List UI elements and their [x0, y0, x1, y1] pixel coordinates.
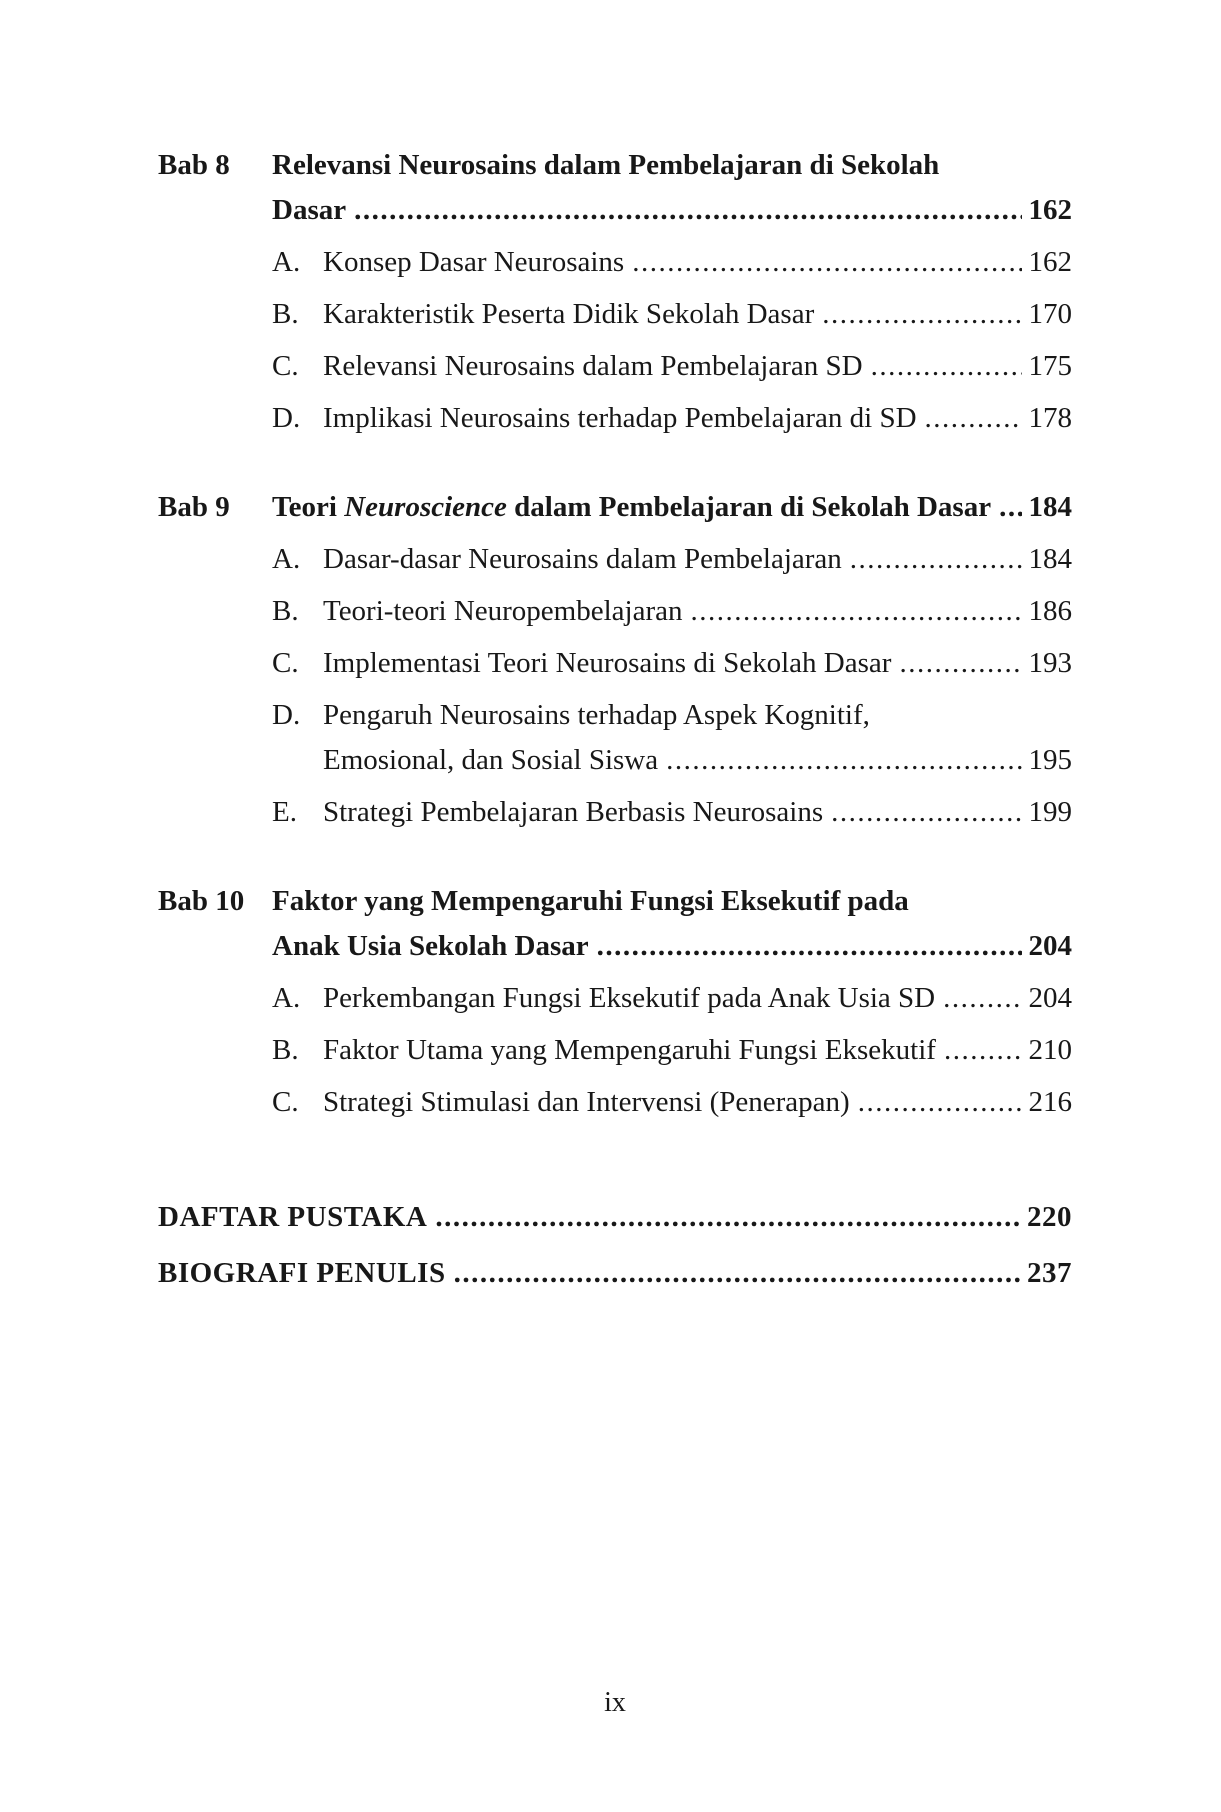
item-text: Perkembangan Fungsi Eksekutif pada Anak Usia SD: [323, 982, 936, 1014]
page-ref: 184: [1028, 543, 1072, 575]
dot-leader: [925, 396, 1022, 441]
item-line: [323, 589, 1072, 634]
dot-leader: [943, 976, 1021, 1021]
chapter-title-text: dalam Pembelajaran di Sekolah Dasar: [506, 491, 992, 523]
toc-item: [158, 396, 1072, 441]
page-ref: 199: [1028, 796, 1072, 828]
dot-leader: [999, 485, 1021, 530]
toc-item: [158, 292, 1072, 337]
chapter-title: [272, 485, 1072, 530]
item-letter: D.: [272, 699, 301, 731]
item-text: Strategi Pembelajaran Berbasis Neurosains: [323, 796, 824, 828]
page-ref: 220: [1027, 1201, 1072, 1233]
item-lines: [323, 693, 1072, 783]
item-text: Implementasi Teori Neurosains di Sekolah Dasar: [323, 647, 892, 679]
toc-chapter: [158, 485, 1072, 835]
toc-item: [158, 240, 1072, 285]
toc: [158, 143, 1072, 1296]
backmatter-entry: [158, 1251, 1072, 1296]
chapter-items: [158, 976, 1072, 1125]
toc-item: [158, 589, 1072, 634]
item-text: Dasar-dasar Neurosains dalam Pembelajaran: [323, 543, 842, 575]
item-letter: E.: [272, 796, 297, 828]
toc-item: [158, 1080, 1072, 1125]
item-lines: [323, 292, 1072, 337]
item-lines: [323, 396, 1072, 441]
chapter-title-line: [272, 188, 1072, 233]
item-line: [323, 537, 1072, 582]
item-text: Teori-teori Neuropembelajaran: [323, 595, 683, 627]
page-ref: 210: [1028, 1034, 1072, 1066]
dot-leader: [690, 589, 1021, 634]
item-lines: [323, 344, 1072, 389]
toc-item: [158, 641, 1072, 686]
page-ref: 162: [1028, 246, 1072, 278]
toc-chapter: [158, 143, 1072, 441]
item-letter: C.: [272, 1086, 299, 1118]
chapter-title-text: Neuroscience: [344, 491, 507, 523]
item-text: Emosional, dan Sosial Siswa: [323, 744, 659, 776]
item-text: Relevansi Neurosains dalam Pembelajaran SD: [323, 350, 863, 382]
dot-leader: [944, 1028, 1022, 1073]
item-lines: [323, 537, 1072, 582]
dot-leader: [822, 292, 1021, 337]
back-matter: [158, 1195, 1072, 1296]
chapter-title-line: [272, 924, 1072, 969]
page-ref: 162: [1028, 194, 1072, 226]
item-letter: A.: [272, 982, 301, 1014]
page-ref: 170: [1028, 298, 1072, 330]
page-ref: 204: [1028, 930, 1072, 962]
chapter-label: Bab 9: [158, 491, 230, 523]
item-line: [323, 641, 1072, 686]
page-ref: 195: [1028, 744, 1072, 776]
page-ref: 186: [1028, 595, 1072, 627]
dot-leader: [632, 240, 1021, 285]
item-line: [323, 240, 1072, 285]
toc-item: [158, 693, 1072, 783]
item-lines: [323, 976, 1072, 1021]
toc-item: [158, 1028, 1072, 1073]
item-line: [323, 738, 1072, 783]
item-lines: [323, 1028, 1072, 1073]
backmatter-entry: [158, 1195, 1072, 1240]
item-line: [323, 292, 1072, 337]
chapter-label: Bab 8: [158, 149, 230, 181]
item-line: [323, 1080, 1072, 1125]
dot-leader: [666, 738, 1021, 783]
item-letter: C.: [272, 647, 299, 679]
item-letter: B.: [272, 1034, 299, 1066]
page-ref: 193: [1028, 647, 1072, 679]
item-line: [323, 344, 1072, 389]
item-text: Karakteristik Peserta Didik Sekolah Dasar: [323, 298, 815, 330]
item-lines: [323, 589, 1072, 634]
dot-leader: [858, 1080, 1022, 1125]
dot-leader: [354, 188, 1021, 233]
chapter-title-line: [272, 485, 1072, 530]
chapter-title: [272, 143, 1072, 233]
item-letter: A.: [272, 543, 301, 575]
item-line: [323, 976, 1072, 1021]
item-line: [323, 693, 1072, 738]
page-number: ix: [604, 1687, 626, 1718]
item-lines: [323, 641, 1072, 686]
item-text: Implikasi Neurosains terhadap Pembelajaran di SD: [323, 402, 917, 434]
toc-item: [158, 790, 1072, 835]
item-line: [323, 790, 1072, 835]
page-ref: 184: [1028, 491, 1072, 523]
item-lines: [323, 790, 1072, 835]
chapter-title-text: Faktor yang Mempengaruhi Fungsi Eksekutif pada: [272, 885, 909, 917]
chapter-title-text: Dasar: [272, 194, 347, 226]
toc-chapter: [158, 879, 1072, 1125]
dot-leader: [871, 344, 1022, 389]
chapter-title-line: [272, 879, 1072, 924]
page-ref: 175: [1028, 350, 1072, 382]
chapter-title-text: Anak Usia Sekolah Dasar: [272, 930, 589, 962]
chapter-title-text: Relevansi Neurosains dalam Pembelajaran di Sekolah: [272, 149, 940, 181]
chapter-title-line: [272, 143, 1072, 188]
item-letter: A.: [272, 246, 301, 278]
chapter-title: [272, 879, 1072, 969]
page-ref: 216: [1028, 1086, 1072, 1118]
toc-item: [158, 537, 1072, 582]
item-text: Faktor Utama yang Mempengaruhi Fungsi Eksekutif: [323, 1034, 936, 1066]
dot-leader: [831, 790, 1021, 835]
toc-item: [158, 976, 1072, 1021]
backmatter-title: DAFTAR PUSTAKA: [158, 1201, 428, 1233]
page-ref: 204: [1028, 982, 1072, 1014]
dot-leader: [850, 537, 1022, 582]
chapter-label: Bab 10: [158, 885, 245, 917]
chapter-title-text: Teori: [272, 491, 345, 523]
dot-leader: [435, 1195, 1020, 1240]
item-letter: D.: [272, 402, 301, 434]
dot-leader: [597, 924, 1022, 969]
item-text: Pengaruh Neurosains terhadap Aspek Kognitif,: [323, 699, 870, 731]
item-letter: B.: [272, 298, 299, 330]
page-ref: 237: [1027, 1257, 1072, 1289]
item-line: [323, 1028, 1072, 1073]
item-text: Konsep Dasar Neurosains: [323, 246, 625, 278]
chapter-head: [158, 143, 1072, 233]
chapter-items: [158, 537, 1072, 835]
page-footer: [158, 1683, 1072, 1723]
item-lines: [323, 1080, 1072, 1125]
backmatter-title: BIOGRAFI PENULIS: [158, 1257, 446, 1289]
dot-leader: [899, 641, 1021, 686]
chapter-head: [158, 879, 1072, 969]
chapter-items: [158, 240, 1072, 441]
item-letter: C.: [272, 350, 299, 382]
toc-item: [158, 344, 1072, 389]
item-line: [323, 396, 1072, 441]
page-ref: 178: [1028, 402, 1072, 434]
item-letter: B.: [272, 595, 299, 627]
item-text: Strategi Stimulasi dan Intervensi (Penerapan): [323, 1086, 850, 1118]
item-lines: [323, 240, 1072, 285]
dot-leader: [454, 1251, 1020, 1296]
chapter-head: [158, 485, 1072, 530]
